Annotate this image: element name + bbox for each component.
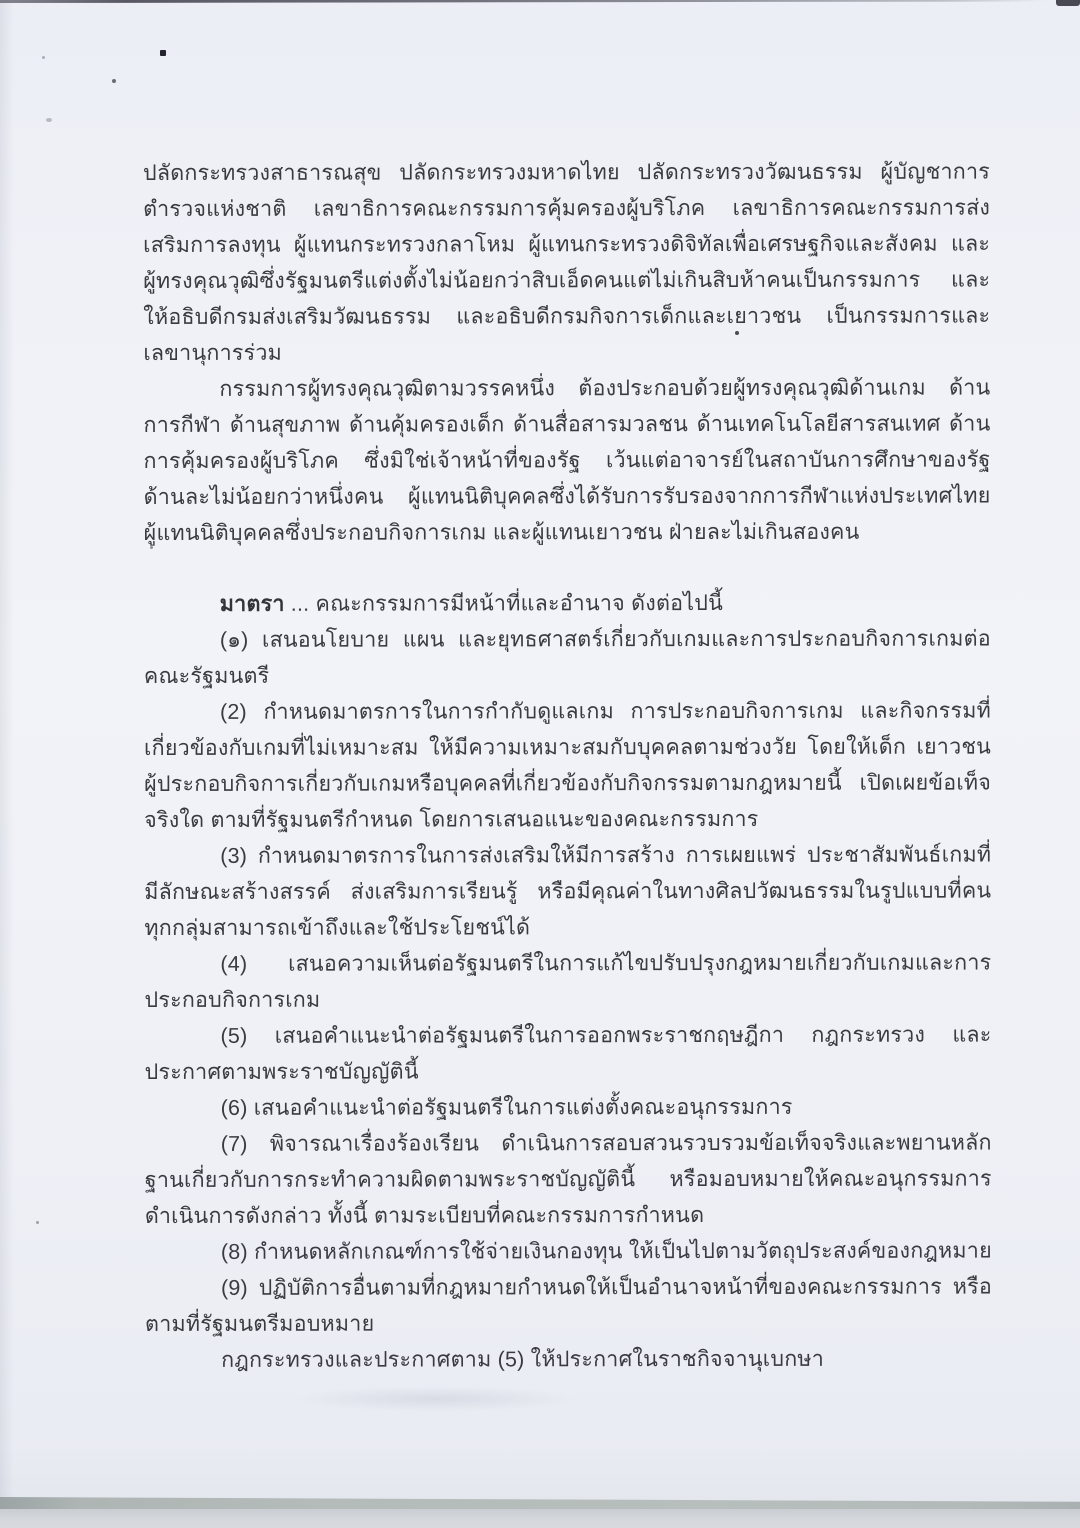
legal-item-4 [144,945,991,1018]
section-keyword: มาตรา [219,591,285,616]
item-text: เสนอคำแนะนำต่อรัฐมนตรีในการแต่งตั้งคณะอนุกรรมการ [253,1094,793,1120]
item-number: (2) [219,699,247,724]
legal-item-8 [145,1233,992,1270]
item-number: (5) [220,1023,248,1048]
item-number: (๑) [219,627,249,652]
legal-item-1 [144,621,991,694]
item-text: กำหนดหลักเกณฑ์การใช้จ่ายเงินกองทุน ให้เป็นไปตามวัตถุประสงค์ของกฎหมาย [253,1238,992,1264]
item-number: (3) [220,843,248,868]
item-text: กำหนดมาตรการในการส่งเสริมให้มีการสร้าง การเผยแพร่ ประชาสัมพันธ์เกมที่มีลักษณะสร้างสรรค์ ส่งเสริมการเรียนรู้ หรือมีคุณค่าในทางศิลปวัฒนธรรมในรูปแบบที่คนทุกกลุ่มสามารถเข้าถึงและใช้ประโยชน์ได้ [144,842,992,940]
paragraph-committee-composition: ปลัดกระทรวงสาธารณสุข ปลัดกระทรวงมหาดไทย ปลัดกระทรวงวัฒนธรรม ผู้บัญชาการตำรวจแห่งชาติ เลขาธิการคณะกรรมการคุ้มครองผู้บริโภค เลขาธิการคณะกรรมการส่งเสริมการลงทุน ผู้แทนกระทรวงกลาโหม ผู้แทนกระทรวงดิจิทัลเพื่อเศรษฐกิจและสังคม และผู้ทรงคุณวุฒิซึ่งรัฐมนตรีแต่งตั้งไม่น้อยกว่าสิบเอ็ดคนแต่ไม่เกินสิบห้าคนเป็นกรรมการ และให้อธิบดีกรมส่งเสริมวัฒนธรรม และอธิบดีกรมกิจการเด็กและเยาวชน เป็นกรรมการและเลขานุการร่วม [143,159,991,365]
legal-item-2 [144,693,991,838]
section-heading [144,585,991,622]
item-number: (4) [220,951,248,976]
item-text: เสนอคำแนะนำต่อรัฐมนตรีในการออกพระราชกฤษฎีกา กฎกระทรวง และประกาศตามพระราชบัญญัตินี้ [144,1022,992,1084]
item-number: (7) [220,1131,248,1156]
item-text: กำหนดมาตรการในการกำกับดูแลเกม การประกอบกิจการเกม และกิจกรรมที่เกี่ยวข้องกับเกมที่ไม่เหมาะสม ให้มีความเหมาะสมกับบุคคลตามช่วงวัย โดยให้เด็ก เยาวชน ผู้ประกอบกิจการเกี่ยวกับเกมหรือบุคคลที่เกี่ยวข้องกับกิจกรรมตามกฎหมายนี้ เปิดเผยข้อเท็จจริงใด ตามที่รัฐมนตรีกำหนด โดยการเสนอแนะของคณะกรรมการ [144,698,992,832]
legal-item-9 [145,1269,992,1342]
scan-speck [160,50,166,56]
section-heading-text: ... คณะกรรมการมีหน้าที่และอำนาจ ดังต่อไปนี้ [284,590,723,616]
item-number: (6) [220,1095,248,1120]
scan-speck [42,56,45,59]
scan-speck [36,1221,39,1224]
item-text: ปฏิบัติการอื่นตามที่กฎหมายกำหนดให้เป็นอำนาจหน้าที่ของคณะกรรมการ หรือตามที่รัฐมนตรีมอบหมาย [145,1274,992,1336]
item-text: เสนอความเห็นต่อรัฐมนตรีในการแก้ไขปรับปรุงกฎหมายเกี่ยวกับเกมและการประกอบกิจการเกม [144,950,992,1012]
scan-smudge [290,1386,580,1412]
scan-background-below-page [0,1509,1080,1528]
item-number: (8) [220,1239,248,1264]
item-text: พิจารณาเรื่องร้องเรียน ดำเนินการสอบสวนรวบรวมข้อเท็จจริงและพยานหลักฐานเกี่ยวกับการกระทำความผิดตามพระราชบัญญัตินี้ หรือมอบหมายให้คณะอนุกรรมการดำเนินการดังกล่าว ทั้งนี้ ตามระเบียบที่คณะกรรมการกำหนด [144,1130,992,1228]
legal-item-3 [144,837,991,946]
item-number: (9) [220,1275,248,1300]
scan-speck [46,118,52,122]
scan-corner-mark [1056,0,1080,6]
legal-item-6 [145,1089,992,1126]
legal-item-5 [145,1017,992,1090]
paragraph-gazette-publication: กฎกระทรวงและประกาศตาม (5) ให้ประกาศในราชกิจจานุเบกษา [221,1346,825,1372]
scan-speck [112,79,116,83]
document-body [143,154,992,1378]
paragraph-expert-qualifications: กรรมการผู้ทรงคุณวุฒิตามวรรคหนึ่ง ต้องประกอบด้วยผู้ทรงคุณวุฒิด้านเกม ด้านการกีฬา ด้านสุขภาพ ด้านคุ้มครองเด็ก ด้านสื่อสารมวลชน ด้านเทคโนโลยีสารสนเทศ ด้านการคุ้มครองผู้บริโภค ซึ่งมิใช่เจ้าหน้าที่ของรัฐ เว้นแต่อาจารย์ในสถาบันการศึกษาของรัฐ ด้านละไม่น้อยกว่าหนึ่งคน ผู้แทนนิติบุคคลซึ่งได้รับการรับรองจากการกีฬาแห่งประเทศไทย ผู้แทนนิติบุคคลซึ่งประกอบกิจการเกม และผู้แทนเยาวชน ฝ่ายละไม่เกินสองคน [143,375,991,545]
scan-top-edge-line [0,0,1046,3]
item-text: เสนอนโยบาย แผน และยุทธศาสตร์เกี่ยวกับเกมและการประกอบกิจการเกมต่อคณะรัฐมนตรี [143,626,991,688]
legal-item-7 [145,1125,992,1234]
